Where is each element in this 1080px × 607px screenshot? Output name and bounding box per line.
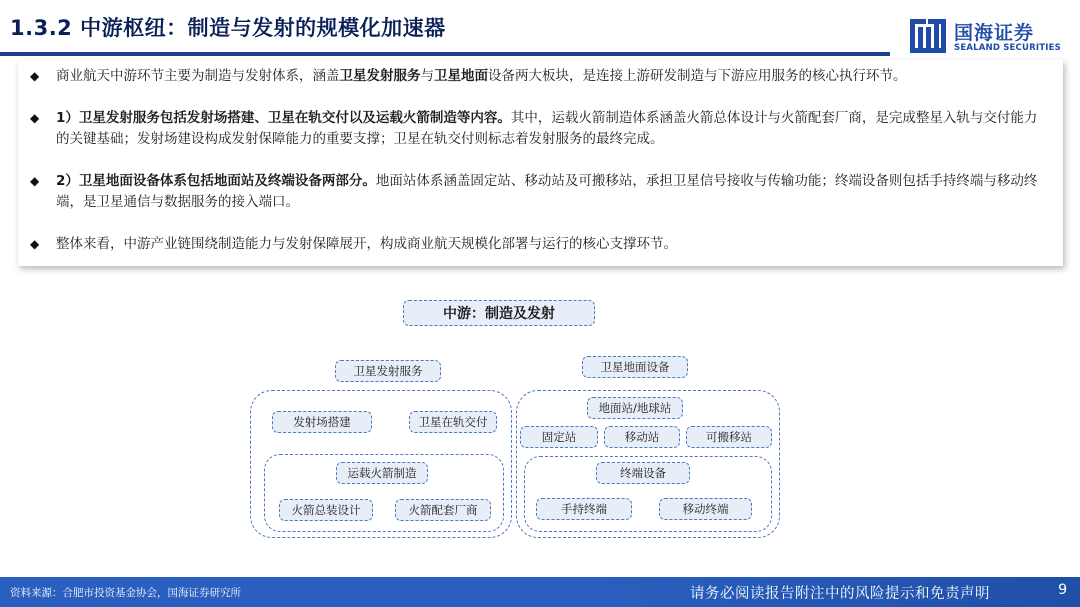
portable-station-node: 可搬移站 — [686, 426, 772, 448]
launch-service-node: 卫星发射服务 — [335, 360, 441, 382]
sealand-logo-icon — [908, 16, 948, 56]
footer-source: 资料来源：合肥市投资基金协会，国海证券研究所 — [10, 587, 241, 599]
title-divider — [0, 52, 890, 56]
bullet-text — [30, 234, 1050, 255]
mobile-station-node: 移动站 — [604, 426, 680, 448]
in-orbit-delivery-node: 卫星在轨交付 — [409, 411, 497, 433]
launch-site-node: 发射场搭建 — [272, 411, 372, 433]
bullet-text — [30, 66, 1050, 87]
diamond-bullet-icon: ◆ — [30, 69, 40, 83]
bullet-text — [30, 108, 1050, 150]
bullet-item — [30, 171, 1050, 213]
logo-english-name: SEALAND SECURITIES — [954, 43, 1061, 53]
diamond-bullet-icon: ◆ — [30, 174, 40, 188]
bullet-item — [30, 234, 1050, 255]
rocket-assembly-node: 火箭总装设计 — [279, 499, 373, 521]
rocket-manufacturing-node: 运载火箭制造 — [336, 462, 428, 484]
bullet-plain-text: 地面站体系涵盖固定站、移动站及可搬移站，承担卫星信号接收与传输功能；终端设备则包括手持终端与移动终端，是卫星通信与数据服务的接入端口。 — [56, 173, 1038, 210]
diamond-bullet-icon: ◆ — [30, 111, 40, 125]
footer-disclaimer: 请务必阅读报告附注中的风险提示和免责声明 — [690, 586, 990, 602]
logo-chinese-name: 国海证券 — [954, 22, 1035, 44]
bullet-bold-text: 2）卫星地面设备体系包括地面站及终端设备两部分。 — [56, 173, 376, 189]
bullet-item — [30, 66, 1050, 87]
company-logo — [908, 16, 1073, 60]
page-number: 9 — [1058, 582, 1068, 598]
bullet-plain-text: 商业航天中游环节主要为制造与发射体系，涵盖 — [56, 68, 340, 84]
bullet-plain-text: 设备两大板块，是连接上游研发制造与下游应用服务的核心执行环节。 — [488, 68, 907, 84]
ground-equipment-node: 卫星地面设备 — [582, 356, 688, 378]
page-title: 1.3.2 中游枢纽：制造与发射的规模化加速器 — [10, 16, 446, 40]
bullet-bold-text: 卫星地面 — [434, 68, 488, 84]
diamond-bullet-icon: ◆ — [30, 237, 40, 251]
mobile-terminal-node: 移动终端 — [659, 498, 752, 520]
rocket-supplier-node: 火箭配套厂商 — [395, 499, 491, 521]
summary-box — [18, 60, 1063, 266]
bullet-text — [30, 171, 1050, 213]
bullet-item — [30, 108, 1050, 150]
bullet-plain-text: 其中，运载火箭制造体系涵盖火箭总体设计与火箭配套厂商，是完成整星入轨与交付能力的关键基础；发射场建设构成发射保障能力的重要支撑；卫星在轨交付则标志着发射服务的最终完成。 — [56, 110, 1038, 147]
bullet-plain-text: 与 — [420, 68, 434, 84]
bullet-bold-text: 卫星发射服务 — [339, 68, 421, 84]
terminal-equipment-node: 终端设备 — [596, 462, 690, 484]
bullet-plain-text: 整体来看，中游产业链围绕制造能力与发射保障展开，构成商业航天规模化部署与运行的核心支撑环节。 — [56, 236, 677, 252]
fixed-station-node: 固定站 — [520, 426, 598, 448]
bullet-bold-text: 1）卫星发射服务包括发射场搭建、卫星在轨交付以及运载火箭制造等内容。 — [56, 110, 511, 126]
handheld-terminal-node: 手持终端 — [536, 498, 632, 520]
diagram-root-node: 中游：制造及发射 — [403, 300, 595, 326]
ground-station-node: 地面站/地球站 — [587, 397, 683, 419]
